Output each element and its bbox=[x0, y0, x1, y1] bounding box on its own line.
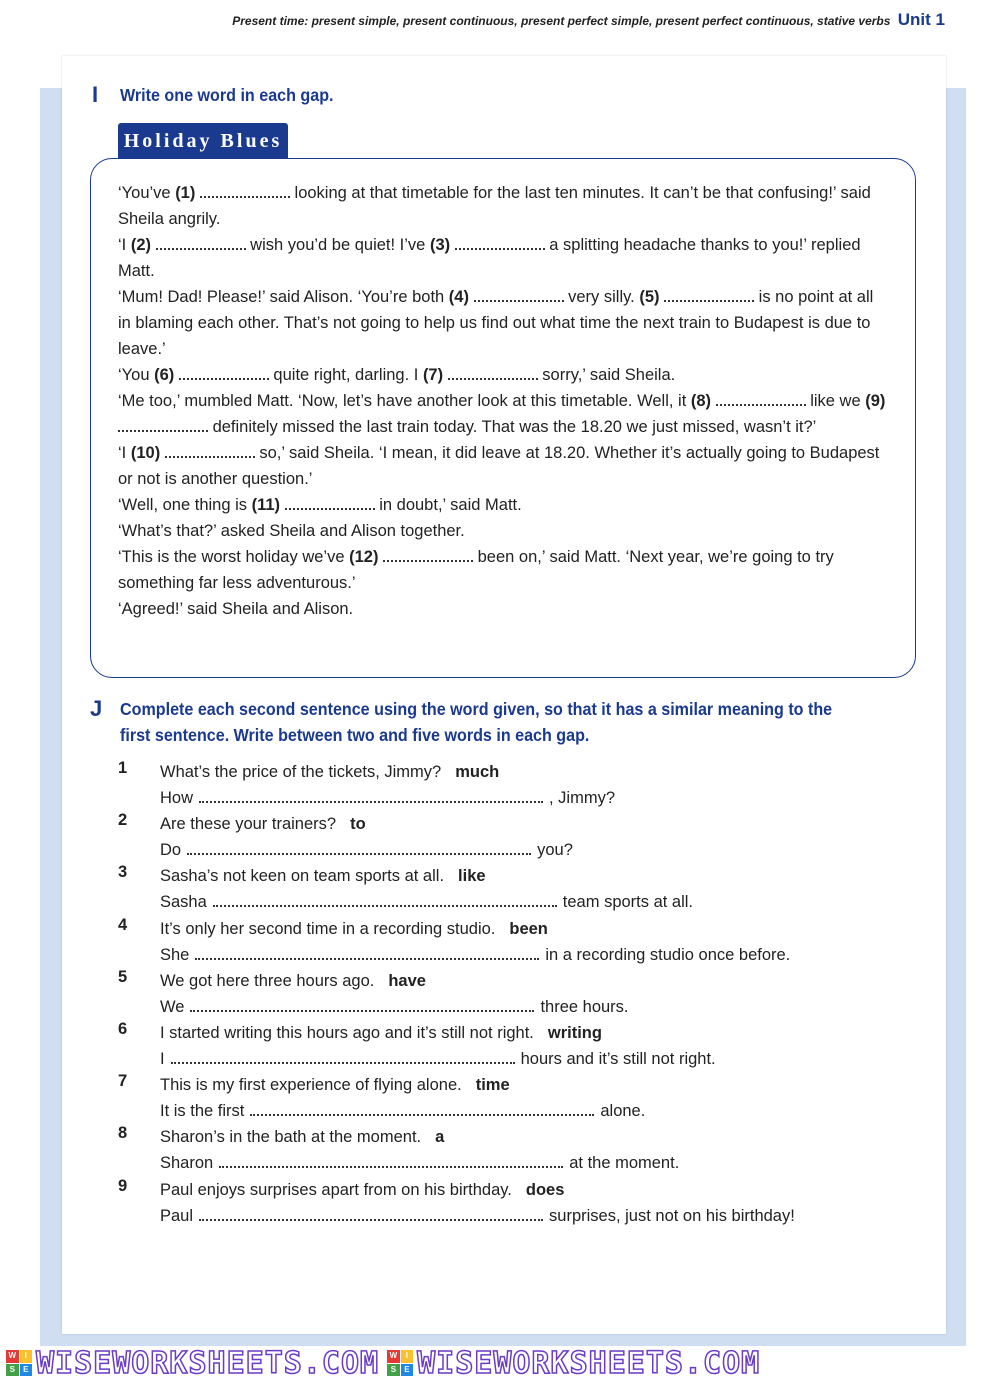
original-sentence: Are these your trainers? bbox=[160, 815, 337, 834]
story-paragraph bbox=[118, 596, 888, 622]
rewrite-line bbox=[160, 889, 693, 915]
logo-letter: W bbox=[6, 1350, 19, 1363]
story-text-run: looking at that timetable for the last ten minutes. It can’t be that confusing!’ said Sheila angrily. bbox=[118, 184, 871, 228]
logo-letter: E bbox=[20, 1364, 33, 1377]
rewrite-start: It is the first bbox=[160, 1102, 245, 1121]
original-sentence-line bbox=[160, 1124, 444, 1150]
answer-gap[interactable] bbox=[190, 1000, 534, 1012]
answer-gap[interactable] bbox=[165, 446, 255, 458]
story-text bbox=[118, 180, 888, 622]
answer-gap[interactable] bbox=[179, 368, 269, 380]
wiseworksheets-logo-icon bbox=[6, 1350, 32, 1376]
section-j-letter: J bbox=[90, 696, 103, 721]
exercise-item bbox=[118, 916, 898, 968]
answer-gap[interactable] bbox=[716, 394, 806, 406]
rewrite-start: She bbox=[160, 945, 190, 964]
key-word: time bbox=[475, 1076, 510, 1095]
exercise-item bbox=[118, 968, 898, 1020]
story-text-run: ‘Agreed!’ said Sheila and Alison. bbox=[118, 600, 354, 618]
answer-gap[interactable] bbox=[213, 895, 557, 907]
section-j-instruction: Complete each second sentence using the word given, so that it has a similar meaning to the first sentence. Write between two and five words in each gap. bbox=[120, 699, 833, 745]
gap-number: (7) bbox=[422, 366, 448, 384]
watermark-text: WISEWORKSHEETS.COM bbox=[417, 1345, 761, 1380]
gap-number: (2) bbox=[130, 236, 156, 254]
item-number: 8 bbox=[118, 1124, 128, 1143]
original-sentence: Paul enjoys surprises apart from on his birthday. bbox=[160, 1180, 512, 1199]
original-sentence: We got here three hours ago. bbox=[160, 971, 375, 990]
story-text-run: in doubt,’ said Matt. bbox=[374, 496, 522, 514]
key-word: does bbox=[525, 1180, 565, 1199]
rewrite-end: in a recording studio once before. bbox=[545, 945, 791, 964]
story-paragraph bbox=[118, 388, 888, 440]
watermark-footer bbox=[0, 1346, 1000, 1380]
answer-gap[interactable] bbox=[219, 1156, 563, 1168]
item-number: 6 bbox=[118, 1019, 128, 1038]
rewrite-line bbox=[160, 942, 790, 968]
original-sentence-line bbox=[160, 1020, 602, 1046]
exercise-item bbox=[118, 1124, 898, 1176]
section-i-instruction: Write one word in each gap. bbox=[120, 85, 334, 105]
original-sentence-line bbox=[160, 759, 499, 785]
exercise-item bbox=[118, 1020, 898, 1072]
exercise-item bbox=[118, 1177, 898, 1229]
answer-gap[interactable] bbox=[171, 1052, 515, 1064]
story-text-run: ‘You bbox=[118, 366, 155, 384]
gap-number: (3) bbox=[429, 236, 455, 254]
gap-number: (11) bbox=[251, 496, 285, 514]
rewrite-start: Sharon bbox=[160, 1154, 214, 1173]
original-sentence: I started writing this hours ago and it’s still not right. bbox=[160, 1023, 534, 1042]
answer-gap[interactable] bbox=[448, 368, 538, 380]
rewrite-line bbox=[160, 837, 573, 863]
key-word: much bbox=[455, 763, 500, 781]
answer-gap[interactable] bbox=[156, 238, 246, 250]
rewrite-line bbox=[160, 1203, 795, 1229]
logo-letter: I bbox=[401, 1350, 414, 1363]
rewrite-end: hours and it’s still not right. bbox=[520, 1049, 716, 1068]
original-sentence-line bbox=[160, 916, 548, 942]
story-text-run: a splitting headache thanks to you!’ replied Matt. bbox=[118, 236, 861, 280]
gap-number: (6) bbox=[154, 366, 179, 384]
story-title: Holiday Blues bbox=[118, 123, 288, 159]
original-sentence: What’s the price of the tickets, Jimmy? bbox=[160, 763, 442, 781]
exercise-item bbox=[118, 863, 898, 915]
story-text-run: ‘You’ve bbox=[118, 184, 176, 202]
answer-gap[interactable] bbox=[199, 791, 543, 803]
story-text-run: ‘Well, one thing is bbox=[118, 496, 252, 514]
rewrite-start: I bbox=[160, 1049, 165, 1068]
gap-number: (5) bbox=[639, 288, 665, 306]
rewrite-start: Do bbox=[160, 841, 182, 860]
original-sentence-line bbox=[160, 811, 366, 837]
original-sentence-line bbox=[160, 1177, 564, 1203]
story-text-run: definitely missed the last train today. That was the 18.20 we just missed, wasn’t it?’ bbox=[208, 418, 817, 436]
rewrite-end: you? bbox=[537, 841, 573, 860]
key-word: a bbox=[435, 1128, 445, 1147]
story-text-run: ‘Mum! Dad! Please!’ said Alison. ‘You’re both bbox=[118, 288, 449, 306]
original-sentence: Sasha’s not keen on team sports at all. bbox=[160, 867, 445, 886]
story-text-run: ‘What’s that?’ asked Sheila and Alison together. bbox=[118, 522, 465, 540]
wiseworksheets-logo-icon bbox=[387, 1350, 413, 1376]
rewrite-line bbox=[160, 1098, 645, 1124]
watermark-1 bbox=[6, 1346, 379, 1380]
item-number: 4 bbox=[118, 915, 128, 934]
rewrite-start: Paul bbox=[160, 1206, 194, 1225]
watermark-text: WISEWORKSHEETS.COM bbox=[36, 1345, 380, 1380]
story-text-run: ‘I bbox=[118, 444, 131, 462]
answer-gap[interactable] bbox=[455, 238, 545, 250]
original-sentence: Sharon’s in the bath at the moment. bbox=[160, 1128, 422, 1147]
story-text-run: like we bbox=[805, 392, 866, 410]
story-text-run: ‘I bbox=[118, 236, 131, 254]
rewrite-end: alone. bbox=[600, 1102, 646, 1121]
item-number: 3 bbox=[118, 863, 128, 882]
story-text-run: so,’ said Sheila. ‘I mean, it did leave at 18.20. Whether it’s actually going to Budapest or not is another question.’ bbox=[118, 444, 880, 488]
original-sentence-line bbox=[160, 863, 486, 889]
original-sentence: This is my first experience of flying alone. bbox=[160, 1076, 462, 1095]
story-text-run: wish you’d be quiet! I’ve bbox=[245, 236, 430, 254]
logo-letter: W bbox=[387, 1350, 400, 1363]
item-number: 2 bbox=[118, 811, 128, 830]
story-text-run: ‘Me too,’ mumbled Matt. ‘Now, let’s have another look at this timetable. Well, it bbox=[118, 392, 691, 410]
key-word: been bbox=[509, 919, 548, 938]
story-paragraph bbox=[118, 440, 888, 492]
original-sentence-line bbox=[160, 968, 426, 994]
answer-gap[interactable] bbox=[199, 1209, 543, 1221]
original-sentence-line bbox=[160, 1072, 510, 1098]
answer-gap[interactable] bbox=[250, 1104, 594, 1116]
item-number: 9 bbox=[118, 1176, 128, 1195]
rewrite-line bbox=[160, 994, 629, 1020]
section-i-letter: I bbox=[92, 82, 99, 107]
rewrite-end: surprises, just not on his birthday! bbox=[549, 1206, 795, 1225]
story-text-run: quite right, darling. I bbox=[268, 366, 423, 384]
key-word: writing bbox=[547, 1023, 602, 1042]
story-text-run: ‘This is the worst holiday we’ve bbox=[118, 548, 350, 566]
rewrite-end: three hours. bbox=[540, 997, 629, 1016]
gap-number: (9) bbox=[865, 392, 886, 410]
story-paragraph bbox=[118, 232, 888, 284]
rewrite-end: team sports at all. bbox=[562, 893, 694, 912]
item-number: 7 bbox=[118, 1072, 128, 1091]
key-word: to bbox=[350, 815, 366, 834]
exercise-list bbox=[118, 759, 898, 1229]
rewrite-start: How bbox=[160, 789, 194, 807]
story-text-run: been on,’ said Matt. ‘Next year, we’re going to try something far less adventurous.’ bbox=[118, 548, 834, 592]
gap-number: (4) bbox=[448, 288, 474, 306]
item-number: 5 bbox=[118, 967, 128, 986]
answer-gap[interactable] bbox=[118, 420, 208, 432]
answer-gap[interactable] bbox=[187, 843, 531, 855]
answer-gap[interactable] bbox=[285, 498, 375, 510]
story-paragraph bbox=[118, 180, 888, 232]
gap-number: (12) bbox=[349, 548, 384, 566]
key-word: have bbox=[388, 971, 426, 990]
story-paragraph bbox=[118, 284, 888, 362]
answer-gap[interactable] bbox=[195, 948, 539, 960]
logo-letter: E bbox=[401, 1364, 414, 1377]
story-paragraph bbox=[118, 544, 888, 596]
rewrite-line bbox=[160, 1150, 679, 1176]
story-paragraph bbox=[118, 362, 888, 388]
exercise-item bbox=[118, 759, 898, 811]
story-text-run: sorry,’ said Sheila. bbox=[537, 366, 676, 384]
original-sentence: It’s only her second time in a recording studio. bbox=[160, 919, 496, 938]
exercise-item bbox=[118, 811, 898, 863]
rewrite-end: at the moment. bbox=[569, 1154, 680, 1173]
answer-gap[interactable] bbox=[200, 186, 290, 198]
logo-letter: I bbox=[20, 1350, 33, 1363]
answer-gap[interactable] bbox=[383, 550, 473, 562]
logo-letter: S bbox=[6, 1364, 19, 1377]
logo-letter: S bbox=[387, 1364, 400, 1377]
rewrite-end: , Jimmy? bbox=[549, 789, 616, 807]
gap-number: (1) bbox=[175, 184, 200, 202]
story-paragraph bbox=[118, 518, 888, 544]
item-number: 1 bbox=[118, 759, 128, 777]
answer-gap[interactable] bbox=[474, 290, 564, 302]
story-text-run: is no point at all in blaming each other. That’s not going to help us find out what time the next train to Budapest is due to leave.’ bbox=[118, 288, 874, 358]
rewrite-start: Sasha bbox=[160, 893, 207, 912]
key-word: like bbox=[458, 867, 486, 886]
header-topics: Present time: present simple, present continuous, present perfect simple, present perfect continuous, stative verbs bbox=[232, 14, 891, 28]
page-header bbox=[0, 10, 945, 30]
story-text-run: very silly. bbox=[563, 288, 640, 306]
rewrite-line bbox=[160, 785, 615, 811]
watermark-2 bbox=[387, 1346, 760, 1380]
answer-gap[interactable] bbox=[664, 290, 754, 302]
gap-number: (8) bbox=[690, 392, 716, 410]
gap-number: (10) bbox=[130, 444, 165, 462]
unit-label: Unit 1 bbox=[897, 10, 945, 29]
rewrite-start: We bbox=[160, 997, 185, 1016]
exercise-item bbox=[118, 1072, 898, 1124]
rewrite-line bbox=[160, 1046, 716, 1072]
story-paragraph bbox=[118, 492, 888, 518]
